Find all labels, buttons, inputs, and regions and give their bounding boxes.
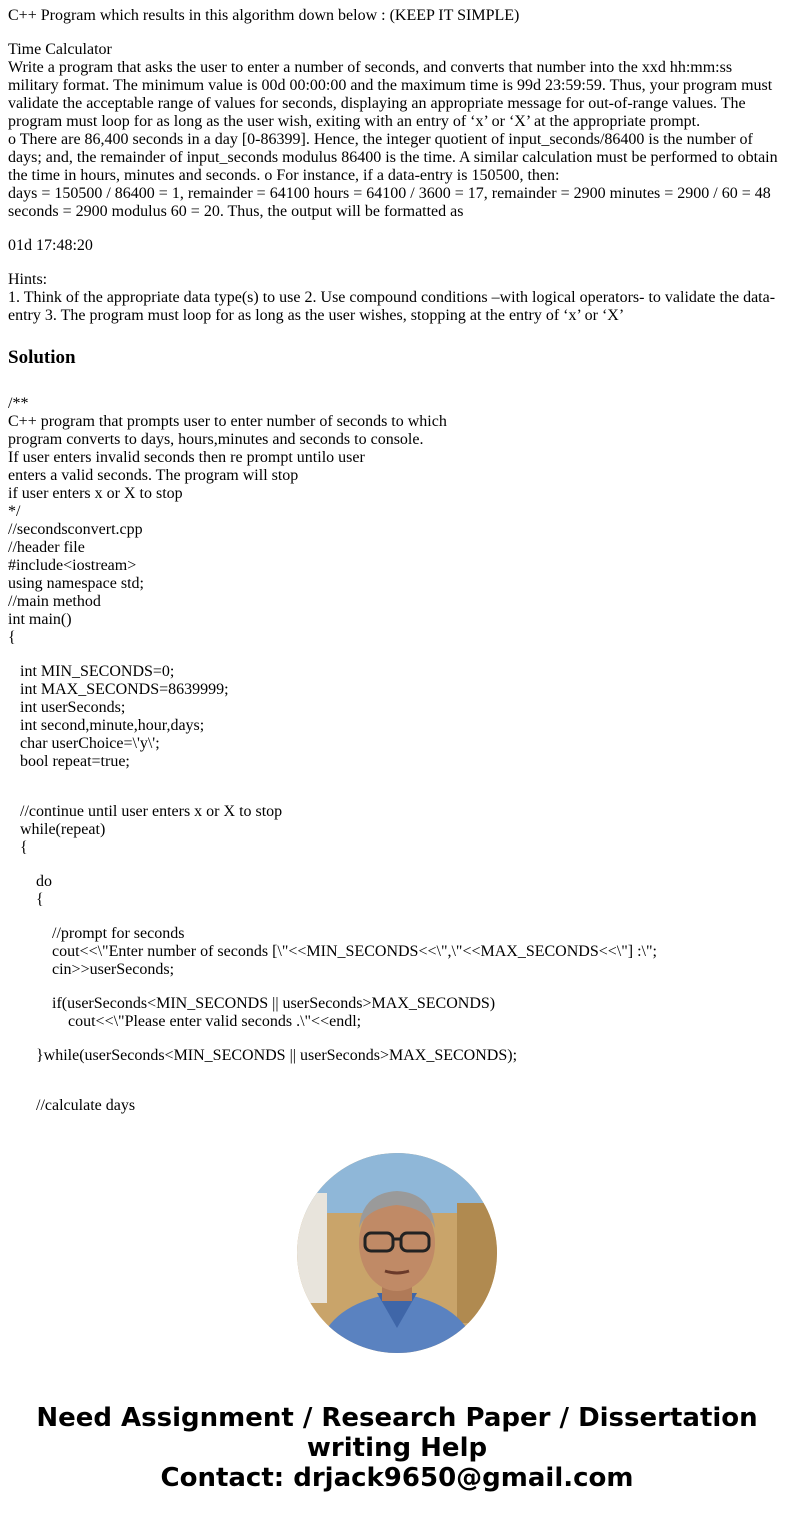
code-line — [8, 787, 786, 803]
solution-heading: Solution — [8, 347, 76, 368]
code-line: /** — [8, 395, 29, 412]
code-line: int userSeconds; — [8, 699, 126, 716]
question-body-2: o There are 86,400 seconds in a day [0-86399]. Hence, the integer quotient of input_seconds/86400 is the number of days; and, the remainder of input_seconds modulus 86400 is the time. A similar calculation must be performed to obtain the time in hours, minutes and seconds. o For instance, if a data-entry is 150500, then: — [8, 131, 778, 184]
code-line: int second,minute,hour,days; — [8, 717, 205, 734]
code-line: //header file — [8, 539, 85, 556]
code-line: bool repeat=true; — [8, 753, 130, 770]
code-line: int main() — [8, 611, 72, 628]
code-line: { — [8, 839, 28, 856]
banner-contact-email: Contact: drjack9650@gmail.com — [160, 1463, 634, 1493]
code-line: do — [8, 873, 52, 890]
question-heading: Time Calculator — [8, 41, 112, 58]
code-line: //prompt for seconds — [8, 925, 185, 942]
code-line — [8, 1065, 786, 1081]
code-line — [8, 909, 786, 925]
document — [8, 7, 786, 1117]
solution-code — [8, 395, 786, 1117]
code-line: //main method — [8, 593, 101, 610]
code-line: cin>>userSeconds; — [8, 961, 175, 978]
code-line: { — [8, 629, 16, 646]
code-line: cout<<\"Please enter valid seconds .\"<<endl; — [8, 1013, 362, 1030]
example-output: 01d 17:48:20 — [8, 237, 93, 254]
banner-help-text: Need Assignment / Research Paper / Dissertation writing Help — [36, 1403, 758, 1463]
question-body: Write a program that asks the user to enter a number of seconds, and converts that number into the xxd hh:mm:ss military format. The minimum value is 00d 00:00:00 and the maximum time is 99d 23:59:59. Thus, your program must validate the acceptable range of values for seconds, displaying an appropriate message for out-of-range values. The program must loop for as long as the user wish, exiting with an entry of ‘x’ or ‘X’ at the appropriate prompt. — [8, 59, 773, 130]
code-line: #include<iostream> — [8, 557, 137, 574]
code-line: program converts to days, hours,minutes and seconds to console. — [8, 431, 424, 448]
hints-label: Hints: — [8, 271, 48, 288]
code-line — [8, 1031, 786, 1047]
question-body-3: days = 150500 / 86400 = 1, remainder = 64100 hours = 64100 / 3600 = 17, remainder = 2900 minutes = 2900 / 60 = 48 seconds = 2900 modulus 60 = 20. Thus, the output will be formatted as — [8, 185, 771, 220]
code-line: }while(userSeconds<MIN_SECONDS || userSeconds>MAX_SECONDS); — [8, 1047, 518, 1064]
code-line: while(repeat) — [8, 821, 106, 838]
code-line: char userChoice=\'y\'; — [8, 735, 160, 752]
code-line — [8, 647, 786, 663]
code-line — [8, 771, 786, 787]
code-line: //continue until user enters x or X to stop — [8, 803, 283, 820]
code-line: //secondsconvert.cpp — [8, 521, 143, 538]
code-line: if(userSeconds<MIN_SECONDS || userSeconds>MAX_SECONDS) — [8, 995, 496, 1012]
question-title: C++ Program which results in this algorithm down below : (KEEP IT SIMPLE) — [8, 7, 520, 24]
code-line — [8, 857, 786, 873]
code-line: { — [8, 891, 44, 908]
author-avatar — [297, 1153, 497, 1353]
code-line: using namespace std; — [8, 575, 144, 592]
hints-text: 1. Think of the appropriate data type(s) to use 2. Use compound conditions –with logical operators- to validate the data-entry 3. The program must loop for as long as the user wishes, stopping at the entry of ‘x’ or ‘X’ — [8, 289, 776, 324]
person-photo-icon — [297, 1153, 497, 1353]
contact-banner — [0, 1403, 794, 1493]
code-line: int MIN_SECONDS=0; — [8, 663, 175, 680]
code-line: //calculate days — [8, 1097, 136, 1114]
code-line: int MAX_SECONDS=8639999; — [8, 681, 229, 698]
code-line: if user enters x or X to stop — [8, 485, 183, 502]
code-line: */ — [8, 503, 21, 520]
code-line — [8, 1081, 786, 1097]
code-line — [8, 979, 786, 995]
code-line: C++ program that prompts user to enter number of seconds to which — [8, 413, 447, 430]
code-line: enters a valid seconds. The program will stop — [8, 467, 299, 484]
code-line: cout<<\"Enter number of seconds [\"<<MIN_SECONDS<<\",\"<<MAX_SECONDS<<\"] :\"; — [8, 943, 657, 960]
code-line: If user enters invalid seconds then re prompt untilo user — [8, 449, 365, 466]
